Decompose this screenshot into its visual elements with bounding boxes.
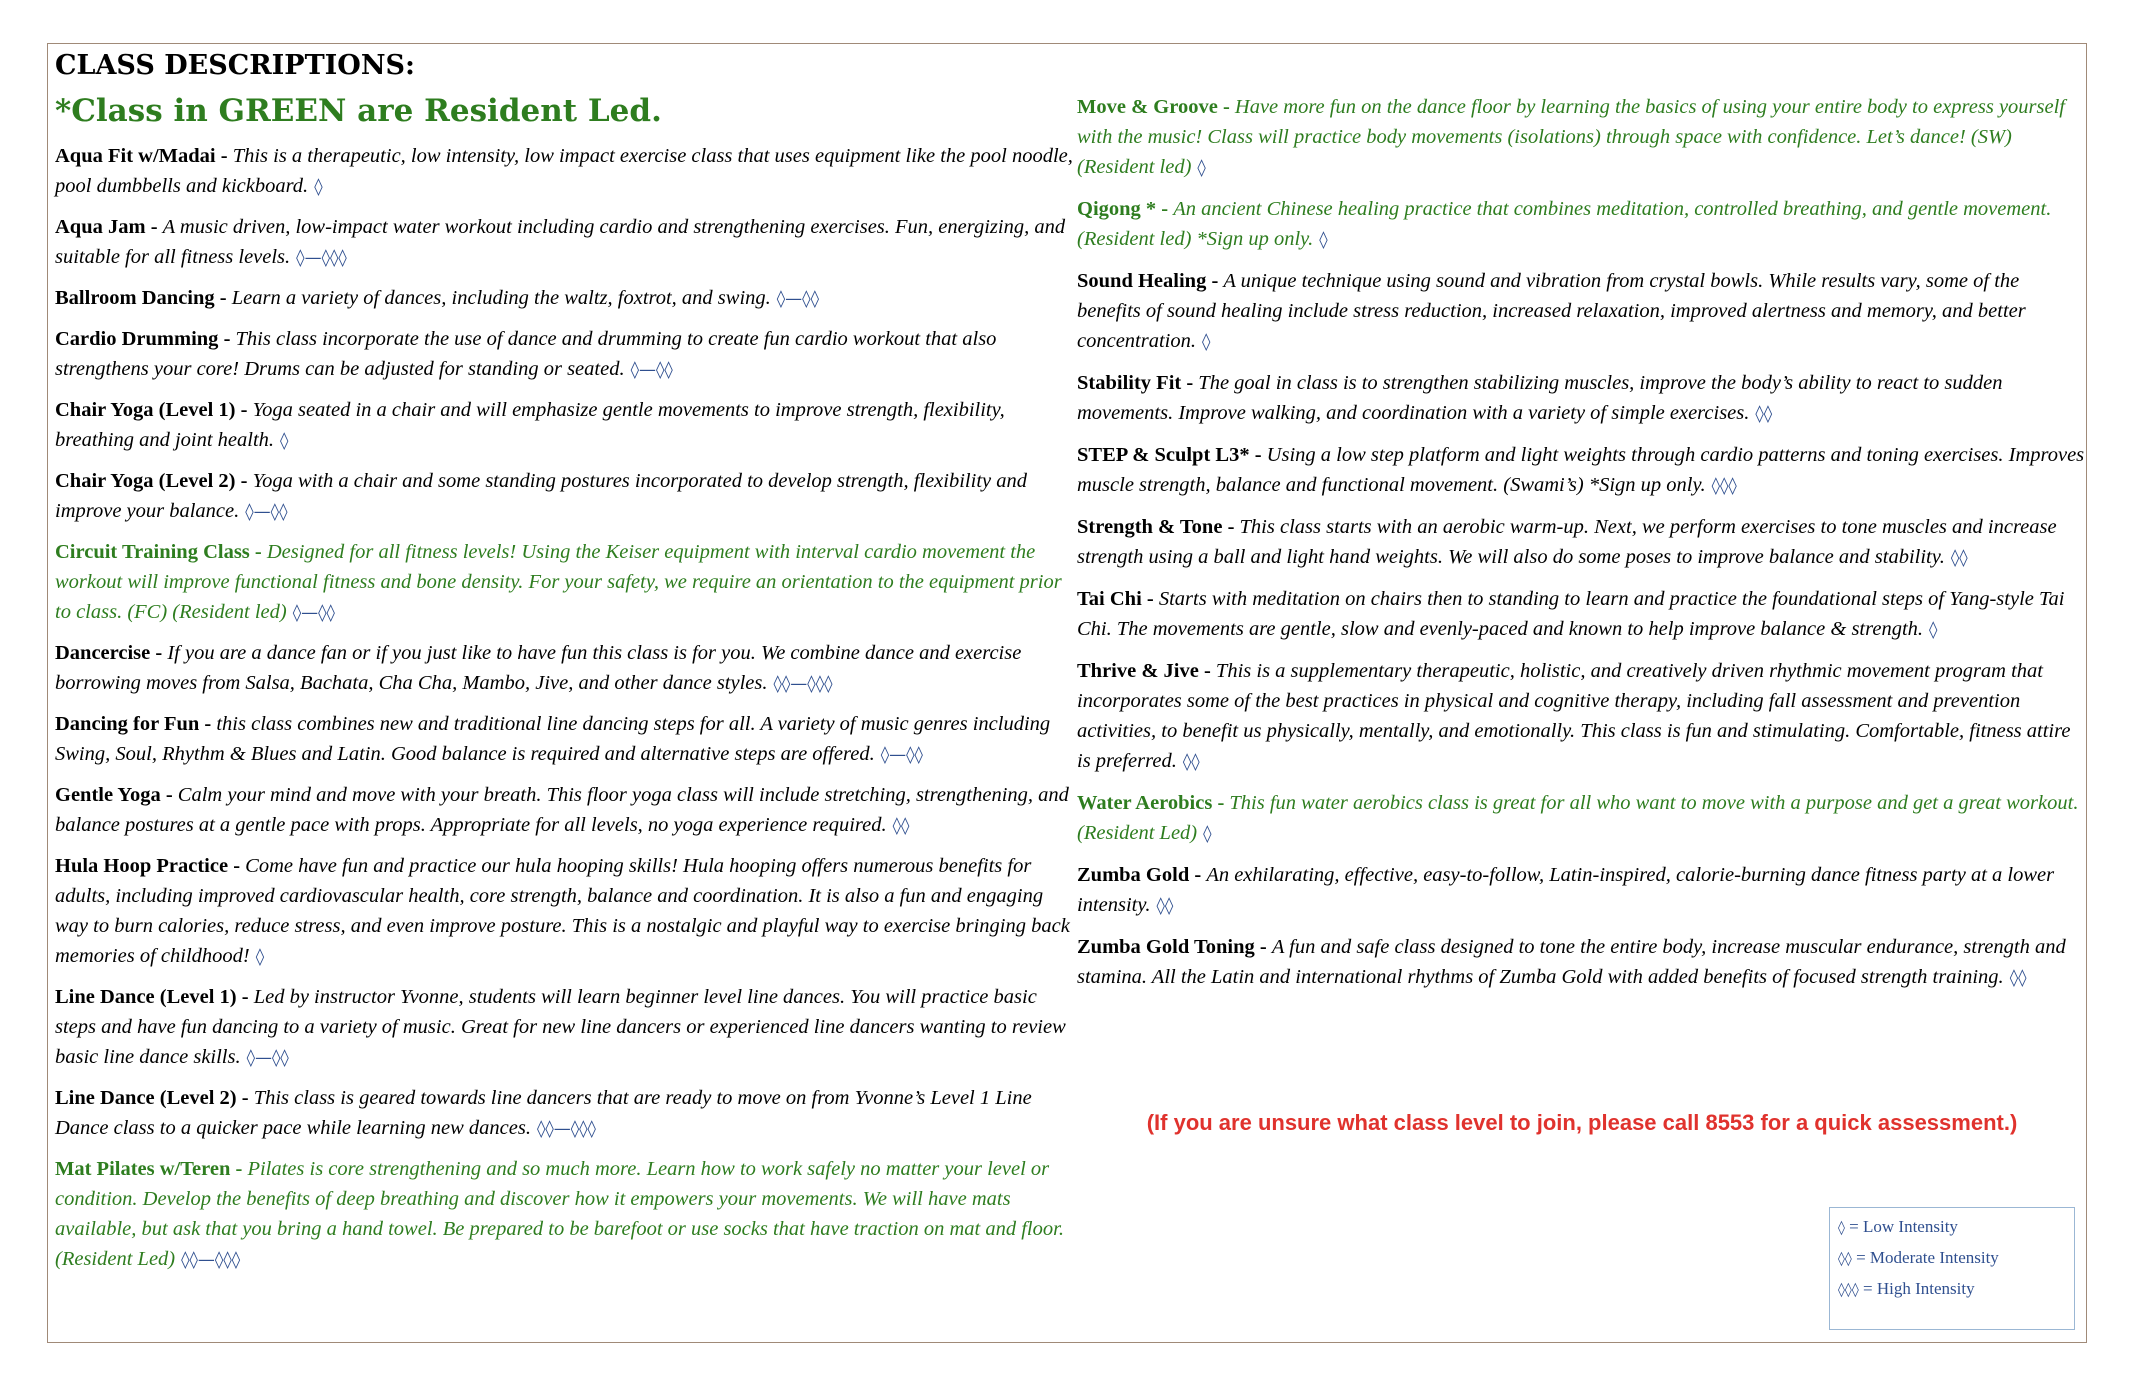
intensity-diamond-icon: ◊—◊◊ (776, 289, 819, 310)
class-description: Come have fun and practice our hula hooping skills! Hula hooping offers numerous benefits for adults, including improved cardiovascular health, core strength, balance and coordination. It is also a fun and engaging way to burn calories, reduce stress, and even improve posture. This is a nostalgic and playful way to exercise bringing back memories of childhood! (55, 855, 1070, 968)
intensity-diamond-icon: ◊ (1202, 332, 1211, 352)
class-entry (1077, 788, 2087, 849)
class-entry (55, 324, 1075, 385)
class-name: Aqua Jam (55, 216, 146, 239)
name-separator: - (214, 287, 232, 310)
name-separator: - (228, 855, 246, 878)
class-name: Hula Hoop Practice (55, 855, 229, 878)
diamond-icon: ◊ (1838, 1220, 1845, 1236)
class-name: Qigong * (1077, 198, 1157, 220)
class-description: A unique technique using sound and vibration from crystal bowls. While results vary, some of the benefits of sound healing include stress reduction, increased relaxation, improved alertness and memory, and better concentration. (1077, 270, 2026, 352)
class-description: A music driven, low-impact water workout including cardio and strengthening exercises. Fun, energizing, and suitable for all fitness levels. (55, 216, 1066, 269)
intensity-diamond-icon: ◊◊—◊◊◊ (773, 674, 833, 695)
class-description: Starts with meditation on chairs then to standing to learn and practice the foundational steps of Yang-style Tai Chi. The movements are gentle, slow and evenly-paced and known to help improve balance & strength. (1077, 588, 2065, 640)
intensity-diamond-icon: ◊ (255, 947, 265, 968)
class-entry (1077, 266, 2087, 357)
intensity-diamond-icon: ◊◊ (1755, 404, 1773, 424)
class-name: Ballroom Dancing (55, 287, 215, 310)
name-separator: - (249, 541, 267, 564)
class-entry (55, 212, 1075, 273)
class-name: Dancing for Fun (55, 713, 200, 736)
name-separator: - (235, 470, 253, 493)
right-column (1077, 92, 2087, 1004)
name-separator: - (215, 145, 233, 168)
name-separator: - (236, 986, 254, 1009)
name-separator: - (218, 328, 236, 351)
intensity-diamond-icon: ◊◊—◊◊◊ (181, 1250, 241, 1271)
intensity-diamond-icon: ◊ (1203, 824, 1212, 844)
class-description: Pilates is core strengthening and so much more. Learn how to work safely no matter your level or condition. Develop the benefits of deep breathing and discover how it empowers your movements. We will have mats available, but ask that you bring a hand towel. Be prepared to be barefoot or use socks that have traction on mat and floor. (Resident Led) (55, 1158, 1064, 1271)
name-separator: - (1254, 936, 1272, 958)
class-entry (1077, 584, 2087, 645)
class-entry (55, 395, 1075, 456)
legend-label: = High Intensity (1863, 1279, 1975, 1298)
resident-led-note: *Class in GREEN are Resident Led. (55, 93, 662, 130)
right-class-list (1077, 92, 2087, 993)
intensity-diamond-icon: ◊◊ (892, 816, 910, 837)
class-description: This class is geared towards line dancers that are ready to move on from Yvonne’s Level 1 Line Dance class to a quicker pace while learning new dances. (55, 1087, 1032, 1140)
intensity-diamond-icon: ◊—◊◊ (245, 502, 288, 523)
class-description: Led by instructor Yvonne, students will learn beginner level line dances. You will practice basic steps and have fun dancing to a variety of music. Great for new line dancers or experienced line dancers wanting to review basic line dance skills. (55, 986, 1066, 1069)
class-name: Line Dance (Level 1) (55, 986, 237, 1009)
class-name: Thrive & Jive (1077, 660, 1199, 682)
name-separator: - (1141, 588, 1159, 610)
class-description: Calm your mind and move with your breath. This floor yoga class will include stretching, strengthening, and balance postures at a gentle pace with props. Appropriate for all levels, no yoga experience required. (55, 784, 1069, 837)
intensity-diamond-icon: ◊◊ (1182, 752, 1200, 772)
legend-row-moderate (1838, 1243, 2066, 1274)
name-separator: - (236, 1087, 254, 1110)
class-description: A fun and safe class designed to tone the entire body, increase muscular endurance, strength and stamina. All the Latin and international rhythms of Zumba Gold with added benefits of focused strength training. (1077, 936, 2066, 988)
class-name: Tai Chi (1077, 588, 1142, 610)
class-description: The goal in class is to strengthen stabilizing muscles, improve the body’s ability to react to sudden movements. Improve walking, and coordination with a variety of simple exercises. (1077, 372, 2003, 424)
class-entry (55, 982, 1075, 1073)
class-description: this class combines new and traditional line dancing steps for all. A variety of music genres including Swing, Soul, Rhythm & Blues and Latin. Good balance is required and alternative steps are offered. (55, 713, 1051, 766)
intensity-diamond-icon: ◊ (1929, 620, 1938, 640)
intensity-diamond-icon: ◊ (1197, 158, 1206, 178)
class-entry (55, 638, 1075, 699)
name-separator: - (1249, 444, 1267, 466)
class-entry (1077, 656, 2087, 777)
class-entry (55, 1083, 1075, 1144)
class-name: Chair Yoga (Level 2) (55, 470, 236, 493)
intensity-diamond-icon: ◊◊ (1156, 896, 1174, 916)
class-entry (1077, 932, 2087, 993)
class-name: Stability Fit (1077, 372, 1182, 394)
class-entry (55, 851, 1075, 972)
intensity-diamond-icon: ◊—◊◊◊ (296, 248, 347, 269)
class-entry (55, 283, 1075, 314)
intensity-diamond-icon: ◊◊ (2009, 968, 2027, 988)
class-name: Strength & Tone (1077, 516, 1223, 538)
name-separator: - (1189, 864, 1207, 886)
legend-row-low (1838, 1212, 2066, 1243)
class-name: Zumba Gold (1077, 864, 1190, 886)
intensity-diamond-icon: ◊◊◊ (1711, 476, 1737, 496)
class-description: This is a supplementary therapeutic, holistic, and creatively driven rhythmic movement program that incorporates some of the best practices in physical and cognitive therapy, including fall assessment and prevention activities, to benefit us physically, mentally, and emotionally. This class is fun and stimulating. Comfortable, fitness attire is preferred. (1077, 660, 2071, 772)
intensity-diamond-icon: ◊ (1319, 230, 1328, 250)
class-description: This is a therapeutic, low intensity, low impact exercise class that uses equipment like the pool noodle, pool dumbbells and kickboard. (55, 145, 1073, 198)
name-separator: - (160, 784, 178, 807)
name-separator: - (1217, 96, 1235, 118)
class-name: Move & Groove (1077, 96, 1218, 118)
intensity-diamond-icon: ◊◊ (1950, 548, 1968, 568)
class-description: An exhilarating, effective, easy-to-follow, Latin-inspired, calorie-burning dance fitness party at a lower intensity. (1077, 864, 2055, 916)
class-entry (55, 1154, 1075, 1275)
name-separator: - (1222, 516, 1240, 538)
intensity-diamond-icon: ◊ (314, 177, 323, 198)
class-entry (1077, 512, 2087, 573)
class-description: This class starts with an aerobic warm-up. Next, we perform exercises to tone muscles and increase strength using a ball and light hand weights. We will also do some poses to improve balance and stability. (1077, 516, 2057, 568)
name-separator: - (1198, 660, 1216, 682)
legend-label: = Moderate Intensity (1856, 1248, 1999, 1267)
class-name: Line Dance (Level 2) (55, 1087, 237, 1110)
class-name: Water Aerobics (1077, 792, 1213, 814)
class-name: Circuit Training Class (55, 541, 250, 564)
class-entry (55, 709, 1075, 770)
class-description: Designed for all fitness levels! Using the Keiser equipment with interval cardio movement the workout will improve functional fitness and bone density. For your safety, we require an orientation to the equipment prior to class. (FC) (Resident led) (55, 541, 1062, 624)
class-name: Mat Pilates w/Teren (55, 1158, 231, 1181)
class-name: Zumba Gold Toning (1077, 936, 1255, 958)
class-name: Gentle Yoga (55, 784, 161, 807)
name-separator: - (1206, 270, 1224, 292)
class-name: Chair Yoga (Level 1) (55, 399, 236, 422)
class-entry (55, 141, 1075, 202)
class-description: If you are a dance fan or if you just like to have fun this class is for you. We combine dance and exercise borrowing moves from Salsa, Bachata, Cha Cha, Mambo, Jive, and other dance styles. (55, 642, 1022, 695)
intensity-legend (1829, 1207, 2075, 1330)
class-entry (55, 780, 1075, 841)
class-entry (55, 466, 1075, 527)
legend-row-high (1838, 1274, 2066, 1305)
name-separator: - (1212, 792, 1230, 814)
intensity-diamond-icon: ◊◊—◊◊◊ (536, 1119, 596, 1140)
name-separator: - (1181, 372, 1199, 394)
intensity-diamond-icon: ◊—◊◊ (292, 603, 335, 624)
intensity-diamond-icon: ◊—◊◊ (630, 360, 673, 381)
class-entry (1077, 368, 2087, 429)
class-entry (55, 537, 1075, 628)
name-separator: - (230, 1158, 248, 1181)
intensity-diamond-icon: ◊—◊◊ (880, 745, 923, 766)
class-description: Have more fun on the dance floor by learning the basics of using your entire body to express yourself with the music! Class will practice body movements (isolations) through space with confidence. Let’s dance! (SW) (Resident led) (1077, 96, 2065, 178)
name-separator: - (150, 642, 168, 665)
class-name: STEP & Sculpt L3* (1077, 444, 1250, 466)
class-description: Using a low step platform and light weights through cardio patterns and toning exercises. Improves muscle strength, balance and functional movement. (Swami’s) *Sign up only. (1077, 444, 2085, 496)
name-separator: - (235, 399, 253, 422)
diamond-icon: ◊◊◊ (1838, 1282, 1859, 1298)
name-separator: - (145, 216, 163, 239)
left-column (55, 50, 1075, 1285)
class-entry (1077, 440, 2087, 501)
class-description: Yoga with a chair and some standing postures incorporated to develop strength, flexibility and improve your balance. (55, 470, 1027, 523)
diamond-icon: ◊◊ (1838, 1251, 1852, 1267)
page-title: CLASS DESCRIPTIONS: (55, 50, 415, 81)
class-description: Yoga seated in a chair and will emphasize gentle movements to improve strength, flexibility, breathing and joint health. (55, 399, 1005, 452)
intensity-diamond-icon: ◊—◊◊ (246, 1048, 289, 1069)
class-description: Learn a variety of dances, including the waltz, foxtrot, and swing. (231, 287, 771, 310)
name-separator: - (199, 713, 217, 736)
class-name: Dancercise (55, 642, 151, 665)
intensity-diamond-icon: ◊ (280, 431, 289, 452)
name-separator: - (1156, 198, 1174, 220)
class-description: This fun water aerobics class is great for all who want to move with a purpose and get a great workout. (Resident Led) (1077, 792, 2079, 844)
class-entry (1077, 860, 2087, 921)
class-name: Cardio Drumming (55, 328, 219, 351)
class-description: This class incorporate the use of dance and drumming to create fun cardio workout that also strengthens your core! Drums can be adjusted for standing or seated. (55, 328, 997, 381)
left-class-list (55, 141, 1075, 1275)
legend-label: = Low Intensity (1849, 1217, 1958, 1236)
class-name: Aqua Fit w/Madai (55, 145, 216, 168)
class-entry (1077, 92, 2087, 183)
assessment-note: (If you are unsure what class level to join, please call 8553 for a quick assessment.) (1146, 1110, 2018, 1135)
class-entry (1077, 194, 2087, 255)
class-name: Sound Healing (1077, 270, 1207, 292)
class-description: An ancient Chinese healing practice that combines meditation, controlled breathing, and gentle movement. (Resident led) *Sign up only. (1077, 198, 2052, 250)
